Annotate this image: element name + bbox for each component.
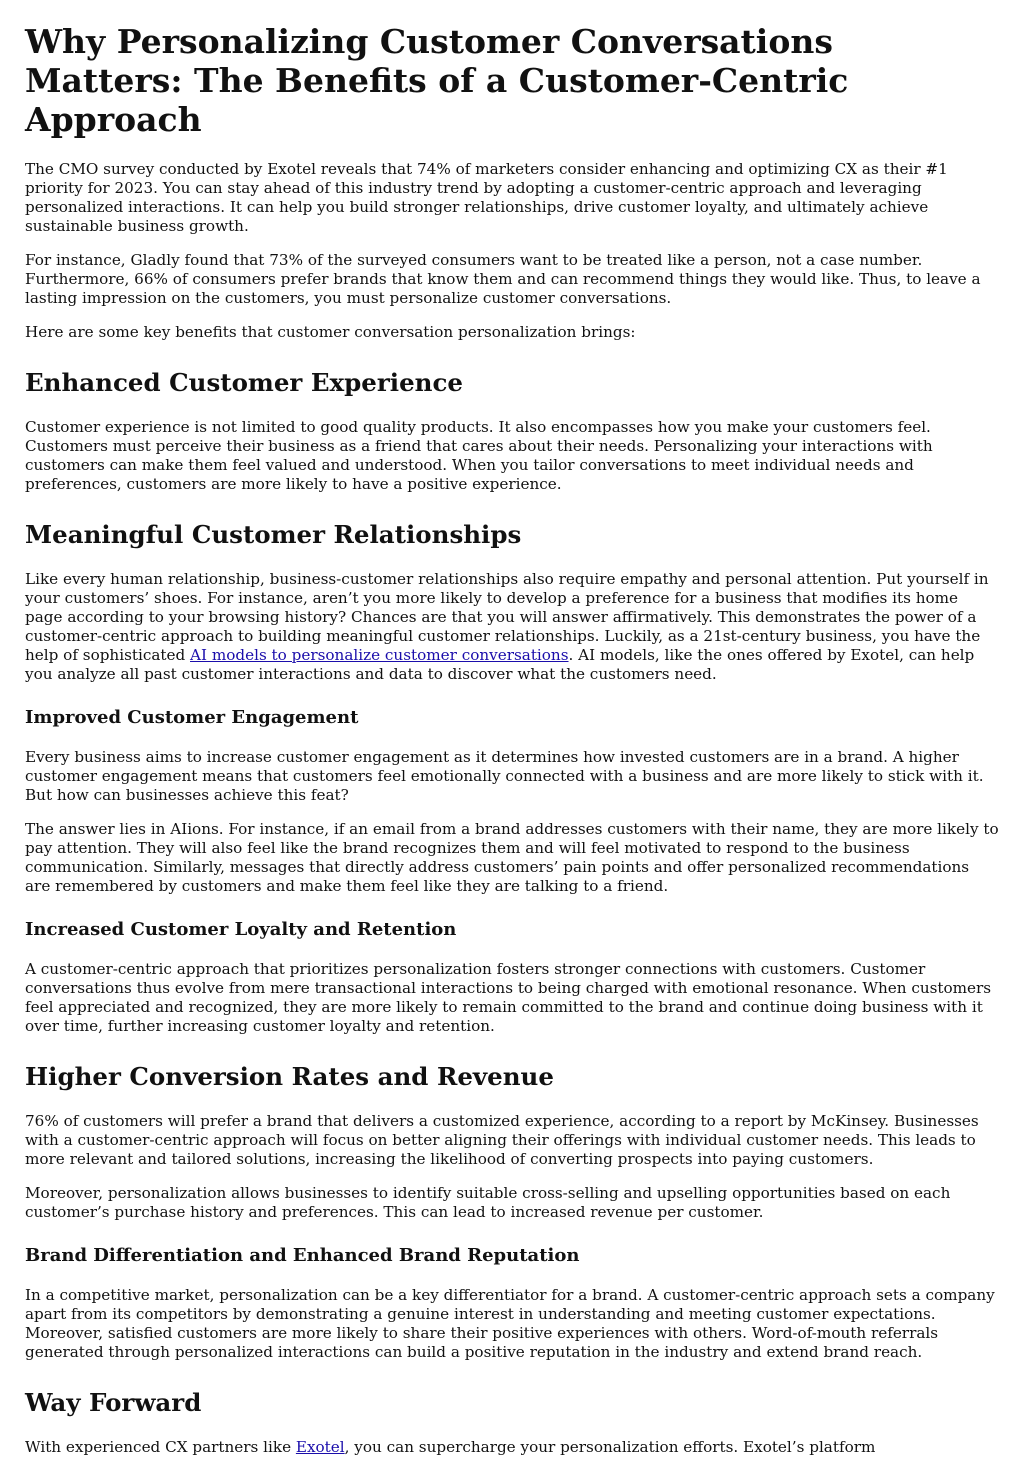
section-paragraph: Every business aims to increase customer engagement as it determines how invested customers are in a brand. A higher customer engagement means that customers feel emotionally connected with a business and are more likely to stick with it. But how can businesses achieve this feat? — [25, 748, 984, 804]
subsection-heading-brand-differentiation: Brand Differentiation and Enhanced Brand Reputation — [25, 1245, 580, 1266]
section-heading-meaningful-customer-relationships: Meaningful Customer Relationships — [25, 520, 522, 549]
article-title: Why Personalizing Customer Conversations Matters: The Benefits of a Customer-Centric Approach — [25, 22, 849, 139]
section-paragraph: A customer-centric approach that prioritizes personalization fosters stronger connections with customers. Customer conversations thus evolve from mere transactional interactions to being charged with emotional resonance. When customers feel appreciated and recognized, they are more likely to remain committed to the brand and continue doing business with it over time, further increasing customer loyalty and retention. — [25, 960, 992, 1035]
section-heading-enhanced-customer-experience: Enhanced Customer Experience — [25, 368, 463, 397]
paragraph-text: , you can supercharge your personalization efforts. Exotel’s platform — [344, 1438, 876, 1456]
section-paragraph — [25, 570, 999, 684]
section-paragraph: The answer lies in AIions. For instance, if an email from a brand addresses customers with their name, they are more likely to pay attention. They will also feel like the brand recognizes them and will feel motivated to respond to the business communication. Similarly, messages that directly address customers’ pain points and offer personalized recommendations are remembered by customers and make them feel like they are talking to a friend. — [25, 820, 999, 895]
intro-paragraph-2: For instance, Gladly found that 73% of the surveyed consumers want to be treated like a person, not a case number. Furthermore, 66% of consumers prefer brands that know them and can recommend things they would like. Thus, to leave a lasting impression on the customers, you must personalize customer conversations. — [25, 251, 981, 307]
exotel-link[interactable]: Exotel — [295, 1438, 345, 1456]
paragraph-text: . AI models, like the ones offered by Exotel, can help you analyze all past customer interactions and data to discover what the customers need. — [25, 646, 975, 683]
section-paragraph: Moreover, personalization allows businesses to identify suitable cross-selling and upselling opportunities based on each customer’s purchase history and preferences. This can lead to increased revenue per customer. — [25, 1184, 951, 1221]
intro-paragraph-1: The CMO survey conducted by Exotel reveals that 74% of marketers consider enhancing and optimizing CX as their #1 priority for 2023. You can stay ahead of this industry trend by adopting a customer-centric approach and leveraging personalized interactions. It can help you build stronger relationships, drive customer loyalty, and ultimately achieve sustainable business growth. — [25, 160, 948, 235]
ai-models-link[interactable]: AI models to personalize customer conversations — [190, 646, 569, 664]
intro-paragraph-3: Here are some key benefits that customer conversation personalization brings: — [25, 323, 636, 341]
section-paragraph — [25, 1438, 999, 1457]
subsection-heading-improved-customer-engagement: Improved Customer Engagement — [25, 707, 359, 728]
paragraph-text: Like every human relationship, business-customer relationships also require empathy and personal attention. Put yourself in your customers’ shoes. For instance, aren’t you more likely to develop a preference for a business that modifies its home page according to your browsing history? Chances are that you will answer affirmatively. This demonstrates the power of a customer-centric approach to building meaningful customer relationships. Luckily, as a 21st-century business, you have the help of sophisticated — [25, 570, 989, 664]
section-paragraph: In a competitive market, personalization can be a key differentiator for a brand. A customer-centric approach sets a company apart from its competitors by demonstrating a genuine interest in understanding and meeting customer expectations. Moreover, satisfied customers are more likely to share their positive experiences with others. Word-of-mouth referrals generated through personalized interactions can build a positive reputation in the industry and extend brand reach. — [25, 1286, 995, 1361]
section-heading-higher-conversion-rates: Higher Conversion Rates and Revenue — [25, 1062, 554, 1091]
section-paragraph: 76% of customers will prefer a brand that delivers a customized experience, according to a report by McKinsey. Businesses with a customer-centric approach will focus on better aligning their offerings with individual customer needs. This leads to more relevant and tailored solutions, increasing the likelihood of converting prospects into paying customers. — [25, 1112, 979, 1168]
section-heading-way-forward: Way Forward — [25, 1388, 202, 1417]
subsection-heading-increased-customer-loyalty: Increased Customer Loyalty and Retention — [25, 919, 457, 940]
section-paragraph: Customer experience is not limited to good quality products. It also encompasses how you make your customers feel. Customers must perceive their business as a friend that cares about their needs. Personalizing your interactions with customers can make them feel valued and understood. When you tailor conversations to meet individual needs and preferences, customers are more likely to have a positive experience. — [25, 418, 933, 493]
paragraph-text: With experienced CX partners like — [25, 1438, 296, 1456]
